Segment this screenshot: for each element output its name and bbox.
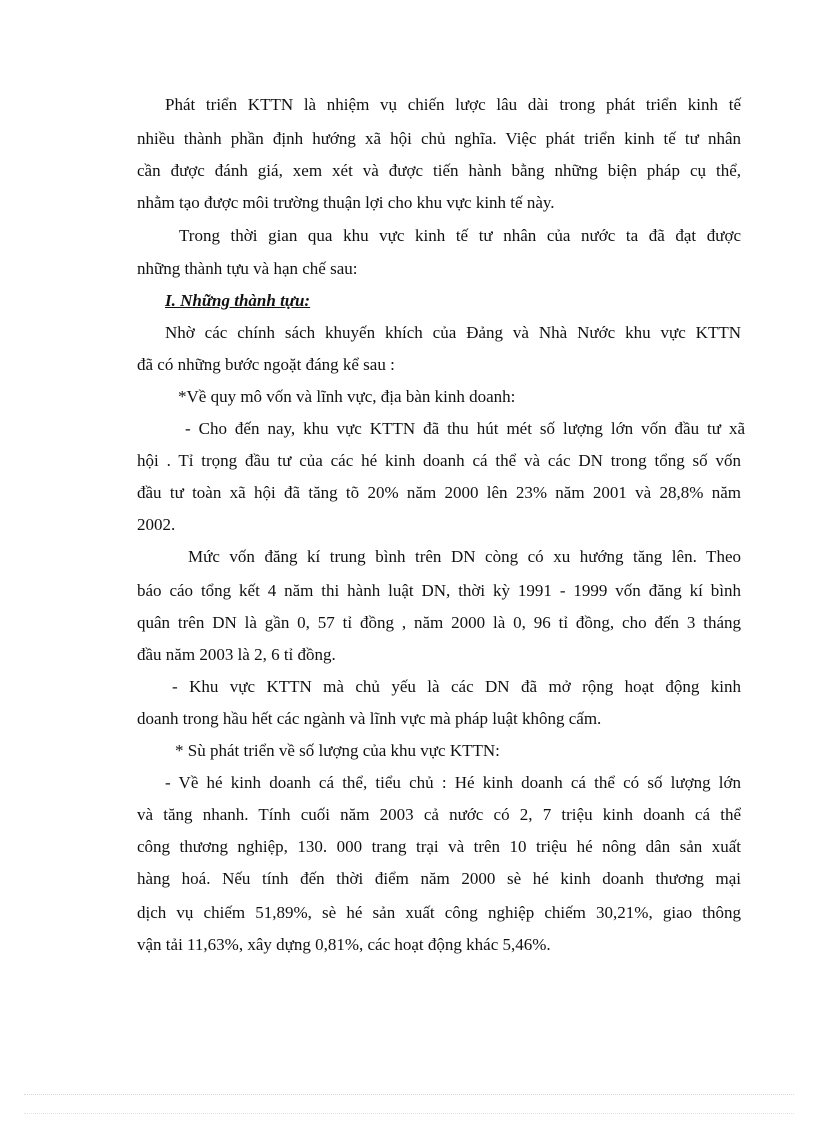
paragraph-3-line-2: đã có những bước ngoặt đáng kể sau :	[137, 355, 395, 374]
paragraph-3-line-1: Nhờ các chính sách khuyến khích của Đảng và Nhà Nước khu vực KTTN	[165, 323, 741, 342]
paragraph-5-line-1: Mức vốn đăng kí trung bình trên DN còng có xu hướng tăng lên. Theo	[188, 547, 741, 566]
paragraph-7-line-3: công thương nghiệp, 130. 000 trang trại và trên 10 triệu hé nông dân sản xuất	[137, 837, 741, 856]
paragraph-6-line-1: - Khu vực KTTN mà chủ yếu là các DN đã mở rộng hoạt động kinh	[172, 677, 741, 696]
subheading-quantity: * Sù phát triển về số lượng của khu vực KTTN:	[175, 741, 500, 760]
subheading-capital: *Về quy mô vốn và lĩnh vực, địa bàn kinh doanh:	[178, 387, 516, 406]
paragraph-7-line-1: - Về hé kinh doanh cá thể, tiểu chủ : Hé kinh doanh cá thể có số lượng lớn	[165, 773, 741, 792]
paragraph-5-line-3: quân trên DN là gần 0, 57 tỉ đồng , năm 2000 là 0, 96 tỉ đồng, cho đến 3 tháng	[137, 613, 741, 632]
paragraph-1-line-4: nhằm tạo được môi trường thuận lợi cho khu vực kinh tế này.	[137, 193, 555, 212]
paragraph-4-line-4: 2002.	[137, 515, 176, 534]
section-heading: I. Những thành tựu:	[165, 291, 311, 310]
paragraph-5-line-2: báo cáo tổng kết 4 năm thi hành luật DN, thời kỳ 1991 - 1999 vốn đăng kí bình	[137, 581, 741, 600]
paragraph-4-line-3: đầu tư toàn xã hội đã tăng tõ 20% năm 2000 lên 23% năm 2001 và 28,8% năm	[137, 483, 741, 502]
footer-divider-bottom	[24, 1113, 794, 1114]
paragraph-7-line-6: vận tải 11,63%, xây dựng 0,81%, các hoạt động khác 5,46%.	[137, 935, 551, 954]
paragraph-7-line-4: hàng hoá. Nếu tính đến thời điểm năm 2000 sè hé kinh doanh thương mại	[137, 869, 741, 888]
paragraph-7-line-5: dịch vụ chiếm 51,89%, sè hé sản xuất công nghiệp chiếm 30,21%, giao thông	[137, 903, 741, 922]
footer-divider	[24, 1094, 794, 1095]
paragraph-4-line-1: - Cho đến nay, khu vực KTTN đã thu hút mét số lượng lớn vốn đầu tư xã	[185, 419, 745, 438]
paragraph-2-line-2: những thành tựu và hạn chế sau:	[137, 259, 358, 278]
paragraph-5-line-4: đầu năm 2003 là 2, 6 tỉ đồng.	[137, 645, 336, 664]
paragraph-4-line-2: hội . Tỉ trọng đầu tư của các hé kinh doanh cá thể và các DN trong tổng số vốn	[137, 451, 741, 470]
paragraph-6-line-2: doanh trong hầu hết các ngành và lĩnh vực mà pháp luật không cấm.	[137, 709, 602, 728]
paragraph-1-line-1: Phát triển KTTN là nhiệm vụ chiến lược lâu dài trong phát triển kinh tế	[165, 95, 741, 114]
paragraph-1-line-3: cần được đánh giá, xem xét và được tiến hành bằng những biện pháp cụ thể,	[137, 161, 741, 180]
paragraph-1-line-2: nhiều thành phần định hướng xã hội chủ nghĩa. Việc phát triển kinh tế tư nhân	[137, 129, 741, 148]
paragraph-2-line-1: Trong thời gian qua khu vực kinh tế tư nhân của nước ta đã đạt được	[179, 226, 741, 245]
paragraph-7-line-2: và tăng nhanh. Tính cuối năm 2003 cả nước có 2, 7 triệu kinh doanh cá thể	[137, 805, 741, 824]
